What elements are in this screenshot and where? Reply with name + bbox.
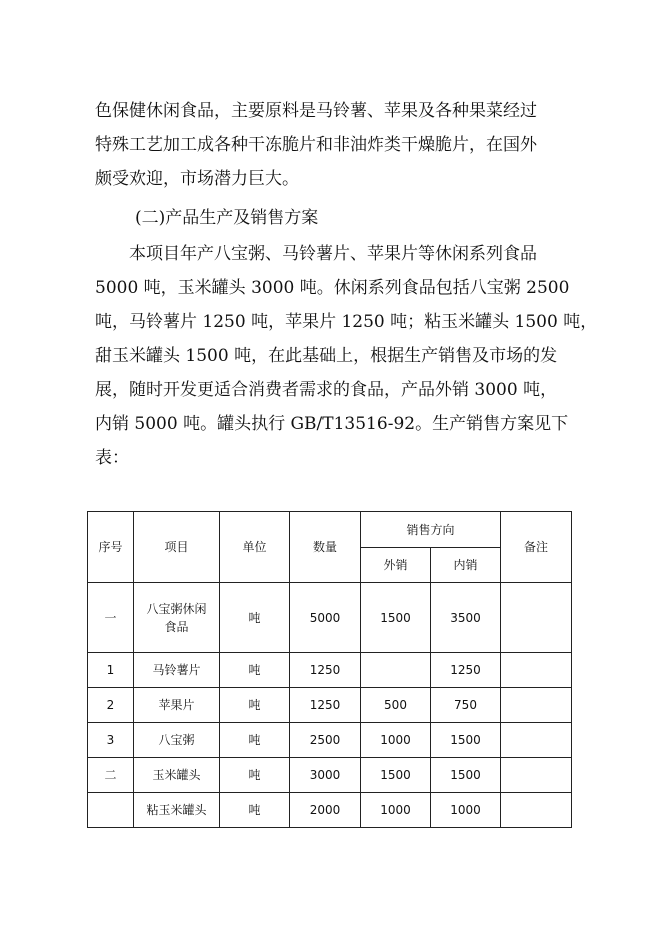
table-row — [88, 723, 572, 758]
cell-item — [134, 583, 220, 653]
cell-item: 苹果片 — [134, 688, 220, 723]
cell-quantity: 1250 — [290, 653, 361, 688]
cell-remark — [501, 758, 572, 793]
intro-line: 色保健休闲食品，主要原料是马铃薯、苹果及各种果菜经过 — [95, 101, 537, 121]
section-heading: (二)产品生产及销售方案 — [135, 208, 319, 228]
cell-remark — [501, 688, 572, 723]
cell-item-line: 八宝粥休闲 — [146, 601, 207, 616]
cell-unit: 吨 — [220, 793, 290, 828]
cell-seq: 二 — [88, 758, 134, 793]
plan-line: 吨，马铃薯片 1250 吨，苹果片 1250 吨；粘玉米罐头 1500 吨， — [95, 312, 598, 332]
plan-line: 5000 吨，玉米罐头 3000 吨。休闲系列食品包括八宝粥 2500 — [95, 278, 570, 298]
cell-export: 1500 — [361, 583, 431, 653]
header-item: 项目 — [134, 512, 220, 583]
cell-domestic: 1500 — [431, 758, 501, 793]
cell-export: 1000 — [361, 793, 431, 828]
cell-quantity: 5000 — [290, 583, 361, 653]
cell-domestic: 1500 — [431, 723, 501, 758]
sales-plan-table — [87, 511, 572, 828]
table-row — [88, 688, 572, 723]
cell-unit: 吨 — [220, 653, 290, 688]
table-row — [88, 583, 572, 653]
table-row — [88, 653, 572, 688]
header-unit: 单位 — [220, 512, 290, 583]
cell-item: 玉米罐头 — [134, 758, 220, 793]
cell-quantity: 2000 — [290, 793, 361, 828]
table-row — [88, 758, 572, 793]
cell-export — [361, 653, 431, 688]
header-direction: 销售方向 — [361, 512, 501, 548]
table-row — [88, 793, 572, 828]
cell-remark — [501, 583, 572, 653]
cell-domestic: 3500 — [431, 583, 501, 653]
cell-unit: 吨 — [220, 688, 290, 723]
header-domestic: 内销 — [431, 548, 501, 583]
plan-line: 内销 5000 吨。罐头执行 GB/T13516-92。生产销售方案见下 — [95, 414, 569, 434]
cell-domestic: 750 — [431, 688, 501, 723]
cell-item: 粘玉米罐头 — [134, 793, 220, 828]
cell-seq: 一 — [88, 583, 134, 653]
header-seq: 序号 — [88, 512, 134, 583]
cell-remark — [501, 653, 572, 688]
cell-domestic: 1250 — [431, 653, 501, 688]
plan-line: 表： — [95, 448, 129, 468]
plan-line: 展，随时开发更适合消费者需求的食品，产品外销 3000 吨， — [95, 380, 558, 400]
intro-paragraph — [95, 94, 575, 196]
cell-domestic: 1000 — [431, 793, 501, 828]
cell-unit: 吨 — [220, 758, 290, 793]
cell-seq — [88, 793, 134, 828]
cell-remark — [501, 723, 572, 758]
plan-paragraph — [95, 237, 598, 475]
cell-quantity: 2500 — [290, 723, 361, 758]
cell-export: 1500 — [361, 758, 431, 793]
cell-unit: 吨 — [220, 723, 290, 758]
cell-unit: 吨 — [220, 583, 290, 653]
cell-export: 1000 — [361, 723, 431, 758]
cell-item: 八宝粥 — [134, 723, 220, 758]
cell-quantity: 3000 — [290, 758, 361, 793]
cell-item: 马铃薯片 — [134, 653, 220, 688]
intro-line: 颇受欢迎，市场潜力巨大。 — [95, 169, 299, 189]
header-remark: 备注 — [501, 512, 572, 583]
cell-seq: 2 — [88, 688, 134, 723]
plan-line: 本项目年产八宝粥、马铃薯片、苹果片等休闲系列食品 — [129, 244, 537, 264]
cell-item-line: 食品 — [164, 619, 189, 634]
intro-line: 特殊工艺加工成各种干冻脆片和非油炸类干燥脆片，在国外 — [95, 135, 537, 155]
cell-seq: 1 — [88, 653, 134, 688]
cell-quantity: 1250 — [290, 688, 361, 723]
header-quantity: 数量 — [290, 512, 361, 583]
header-export: 外销 — [361, 548, 431, 583]
cell-remark — [501, 793, 572, 828]
cell-seq: 3 — [88, 723, 134, 758]
cell-export: 500 — [361, 688, 431, 723]
table-header-row — [88, 512, 572, 548]
plan-line: 甜玉米罐头 1500 吨，在此基础上，根据生产销售及市场的发 — [95, 346, 558, 366]
